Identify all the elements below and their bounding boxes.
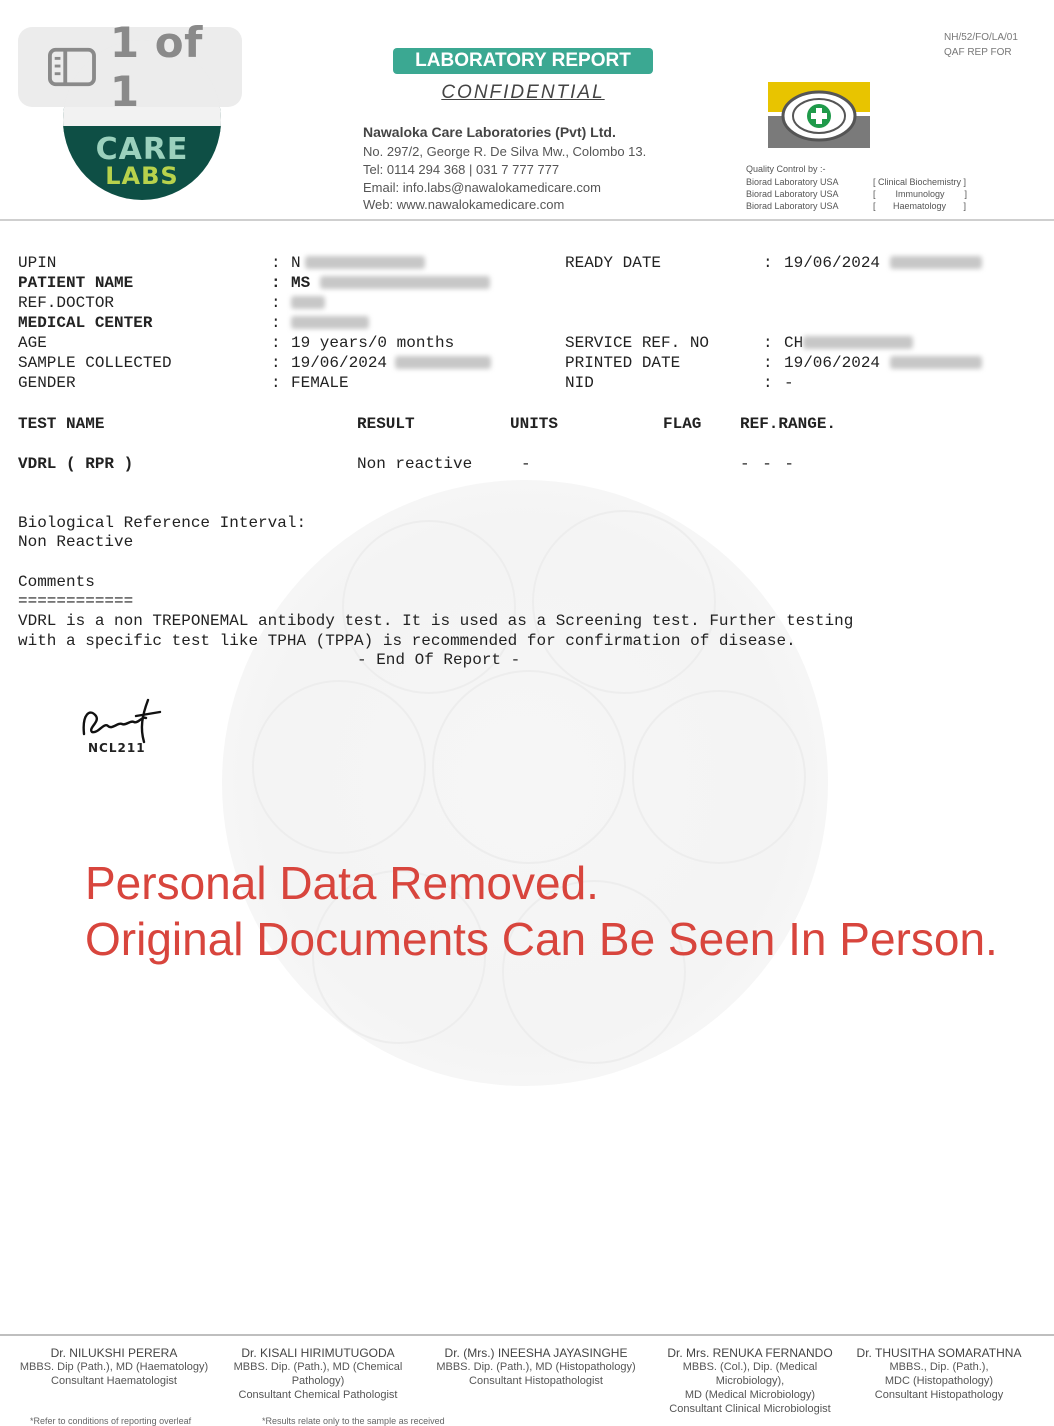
logo-care-text: CARE — [95, 132, 189, 167]
doctor-card: Dr. KISALI HIRIMUTUGODA MBBS. Dip. (Path.), MD (Chemical Pathology) Consultant Chemical Pathologist — [233, 1346, 403, 1401]
page-count-label: 1 of 1 — [109, 18, 203, 116]
company-email: Email: info.labs@nawalokamedicare.com — [363, 180, 601, 195]
ready-date-value: 19/06/2024 — [784, 254, 982, 272]
signature-code: NCL211 — [88, 741, 146, 755]
comment-line-1: VDRL is a non TREPONEMAL antibody test. It is used as a Screening test. Further testing — [18, 612, 854, 630]
colon: : — [763, 354, 773, 372]
colon: : — [763, 374, 773, 392]
qc-lab-1: Biorad Laboratory USA — [746, 177, 839, 187]
qc-lab-3: Biorad Laboratory USA — [746, 201, 839, 211]
notice-line-1: Personal Data Removed. — [85, 857, 599, 909]
gender-value: FEMALE — [291, 374, 349, 392]
company-tel: Tel: 0114 294 368 | 031 7 777 777 — [363, 162, 560, 177]
colon: : — [763, 254, 773, 272]
watermark-seal — [222, 480, 828, 1086]
age-label: AGE — [18, 334, 47, 352]
upin-value: N — [291, 254, 425, 272]
sample-collected-label: SAMPLE COLLECTED — [18, 354, 172, 372]
doctor-card: Dr. (Mrs.) INEESHA JAYASINGHE MBBS. Dip. (Path.), MD (Histopathology) Consultant Histopathologist — [436, 1346, 636, 1387]
patient-name-label: PATIENT NAME — [18, 274, 134, 292]
end-of-report: - End Of Report - — [357, 651, 521, 669]
colon: : — [271, 374, 281, 392]
signature-icon — [78, 694, 168, 746]
notice-line-2: Original Documents Can Be Seen In Person. — [85, 913, 998, 965]
doctor-card: Dr. Mrs. RENUKA FERNANDO MBBS. (Col.), Dip. (Medical Microbiology), MD (Medical Microbiology) Consultant Clinical Microbiologist — [667, 1346, 833, 1415]
sample-collected-value: 19/06/2024 — [291, 354, 491, 372]
company-web: Web: www.nawalokamedicare.com — [363, 197, 565, 212]
units-cell: - — [521, 455, 531, 473]
medical-center-label: MEDICAL CENTER — [18, 314, 153, 332]
col-test-name: TEST NAME — [18, 415, 105, 433]
colon: : — [271, 294, 281, 312]
reference-interval-title: Biological Reference Interval: — [18, 514, 307, 532]
comment-line-2: with a specific test like TPHA (TPPA) is recommended for confirmation of disease. — [18, 632, 796, 650]
qc-title: Quality Control by :- — [746, 164, 826, 174]
colon: : — [271, 274, 281, 292]
col-flag: FLAG — [663, 415, 702, 433]
ref-range-cell: - - - — [740, 455, 795, 473]
colon: : — [271, 354, 281, 372]
nid-value: - — [784, 374, 794, 392]
form-code: NH/52/FO/LA/01 QAF REP FOR — [944, 32, 1018, 58]
comments-title: Comments — [18, 573, 95, 591]
nid-label: NID — [565, 374, 594, 392]
report-title: LABORATORY REPORT — [393, 48, 653, 74]
colon: : — [271, 334, 281, 352]
ref-doctor-value — [291, 294, 325, 312]
qc-dept-1: [ Clinical Biochemistry ] — [873, 177, 967, 187]
patient-name-value: MS — [291, 274, 490, 292]
test-name-cell: VDRL ( RPR ) — [18, 455, 134, 473]
service-ref-value: CH — [784, 334, 913, 352]
confidential-label: CONFIDENTIAL — [441, 82, 605, 103]
col-units: UNITS — [510, 415, 559, 433]
comments-rule: ============ — [18, 592, 134, 610]
logo-labs-text: LABS — [105, 162, 179, 190]
qc-dept-2: [ Immunology ] — [873, 189, 968, 199]
colon: : — [271, 314, 281, 332]
ready-date-label: READY DATE — [565, 254, 662, 272]
footer-divider — [0, 1334, 1054, 1336]
company-name: Nawaloka Care Laboratories (Pvt) Ltd. — [363, 124, 616, 140]
footer-note-results: *Results relate only to the sample as received — [262, 1416, 445, 1426]
printed-date-value: 19/06/2024 — [784, 354, 982, 372]
printed-date-label: PRINTED DATE — [565, 354, 681, 372]
qc-dept-3: [ Haematology ] — [873, 201, 967, 211]
colon: : — [271, 254, 281, 272]
result-cell: Non reactive — [357, 455, 473, 473]
doctor-card: Dr. THUSITHA SOMARATHNA MBBS., Dip. (Path.), MDC (Histopathology) Consultant Histopathology — [856, 1346, 1022, 1401]
service-ref-label: SERVICE REF. NO — [565, 334, 710, 352]
age-value: 19 years/0 months — [291, 334, 455, 352]
gender-label: GENDER — [18, 374, 76, 392]
colon: : — [763, 334, 773, 352]
ref-doctor-label: REF.DOCTOR — [18, 294, 115, 312]
company-address: No. 297/2, George R. De Silva Mw., Colombo 13. — [363, 144, 647, 159]
upin-label: UPIN — [18, 254, 57, 272]
reference-interval-value: Non Reactive — [18, 533, 134, 551]
col-ref-range: REF.RANGE. — [740, 415, 837, 433]
footer-note-conditions: *Refer to conditions of reporting overleaf — [30, 1416, 192, 1426]
quality-control-logo-icon — [768, 80, 870, 150]
page-indicator[interactable] — [18, 18, 242, 116]
col-result: RESULT — [357, 415, 415, 433]
sidebar-toggle-icon[interactable] — [48, 47, 96, 87]
qc-lab-2: Biorad Laboratory USA — [746, 189, 839, 199]
medical-center-value — [291, 314, 369, 332]
header-divider — [0, 219, 1054, 221]
doctor-card: Dr. NILUKSHI PERERA MBBS. Dip (Path.), MD (Haematology) Consultant Haematologist — [19, 1346, 209, 1387]
